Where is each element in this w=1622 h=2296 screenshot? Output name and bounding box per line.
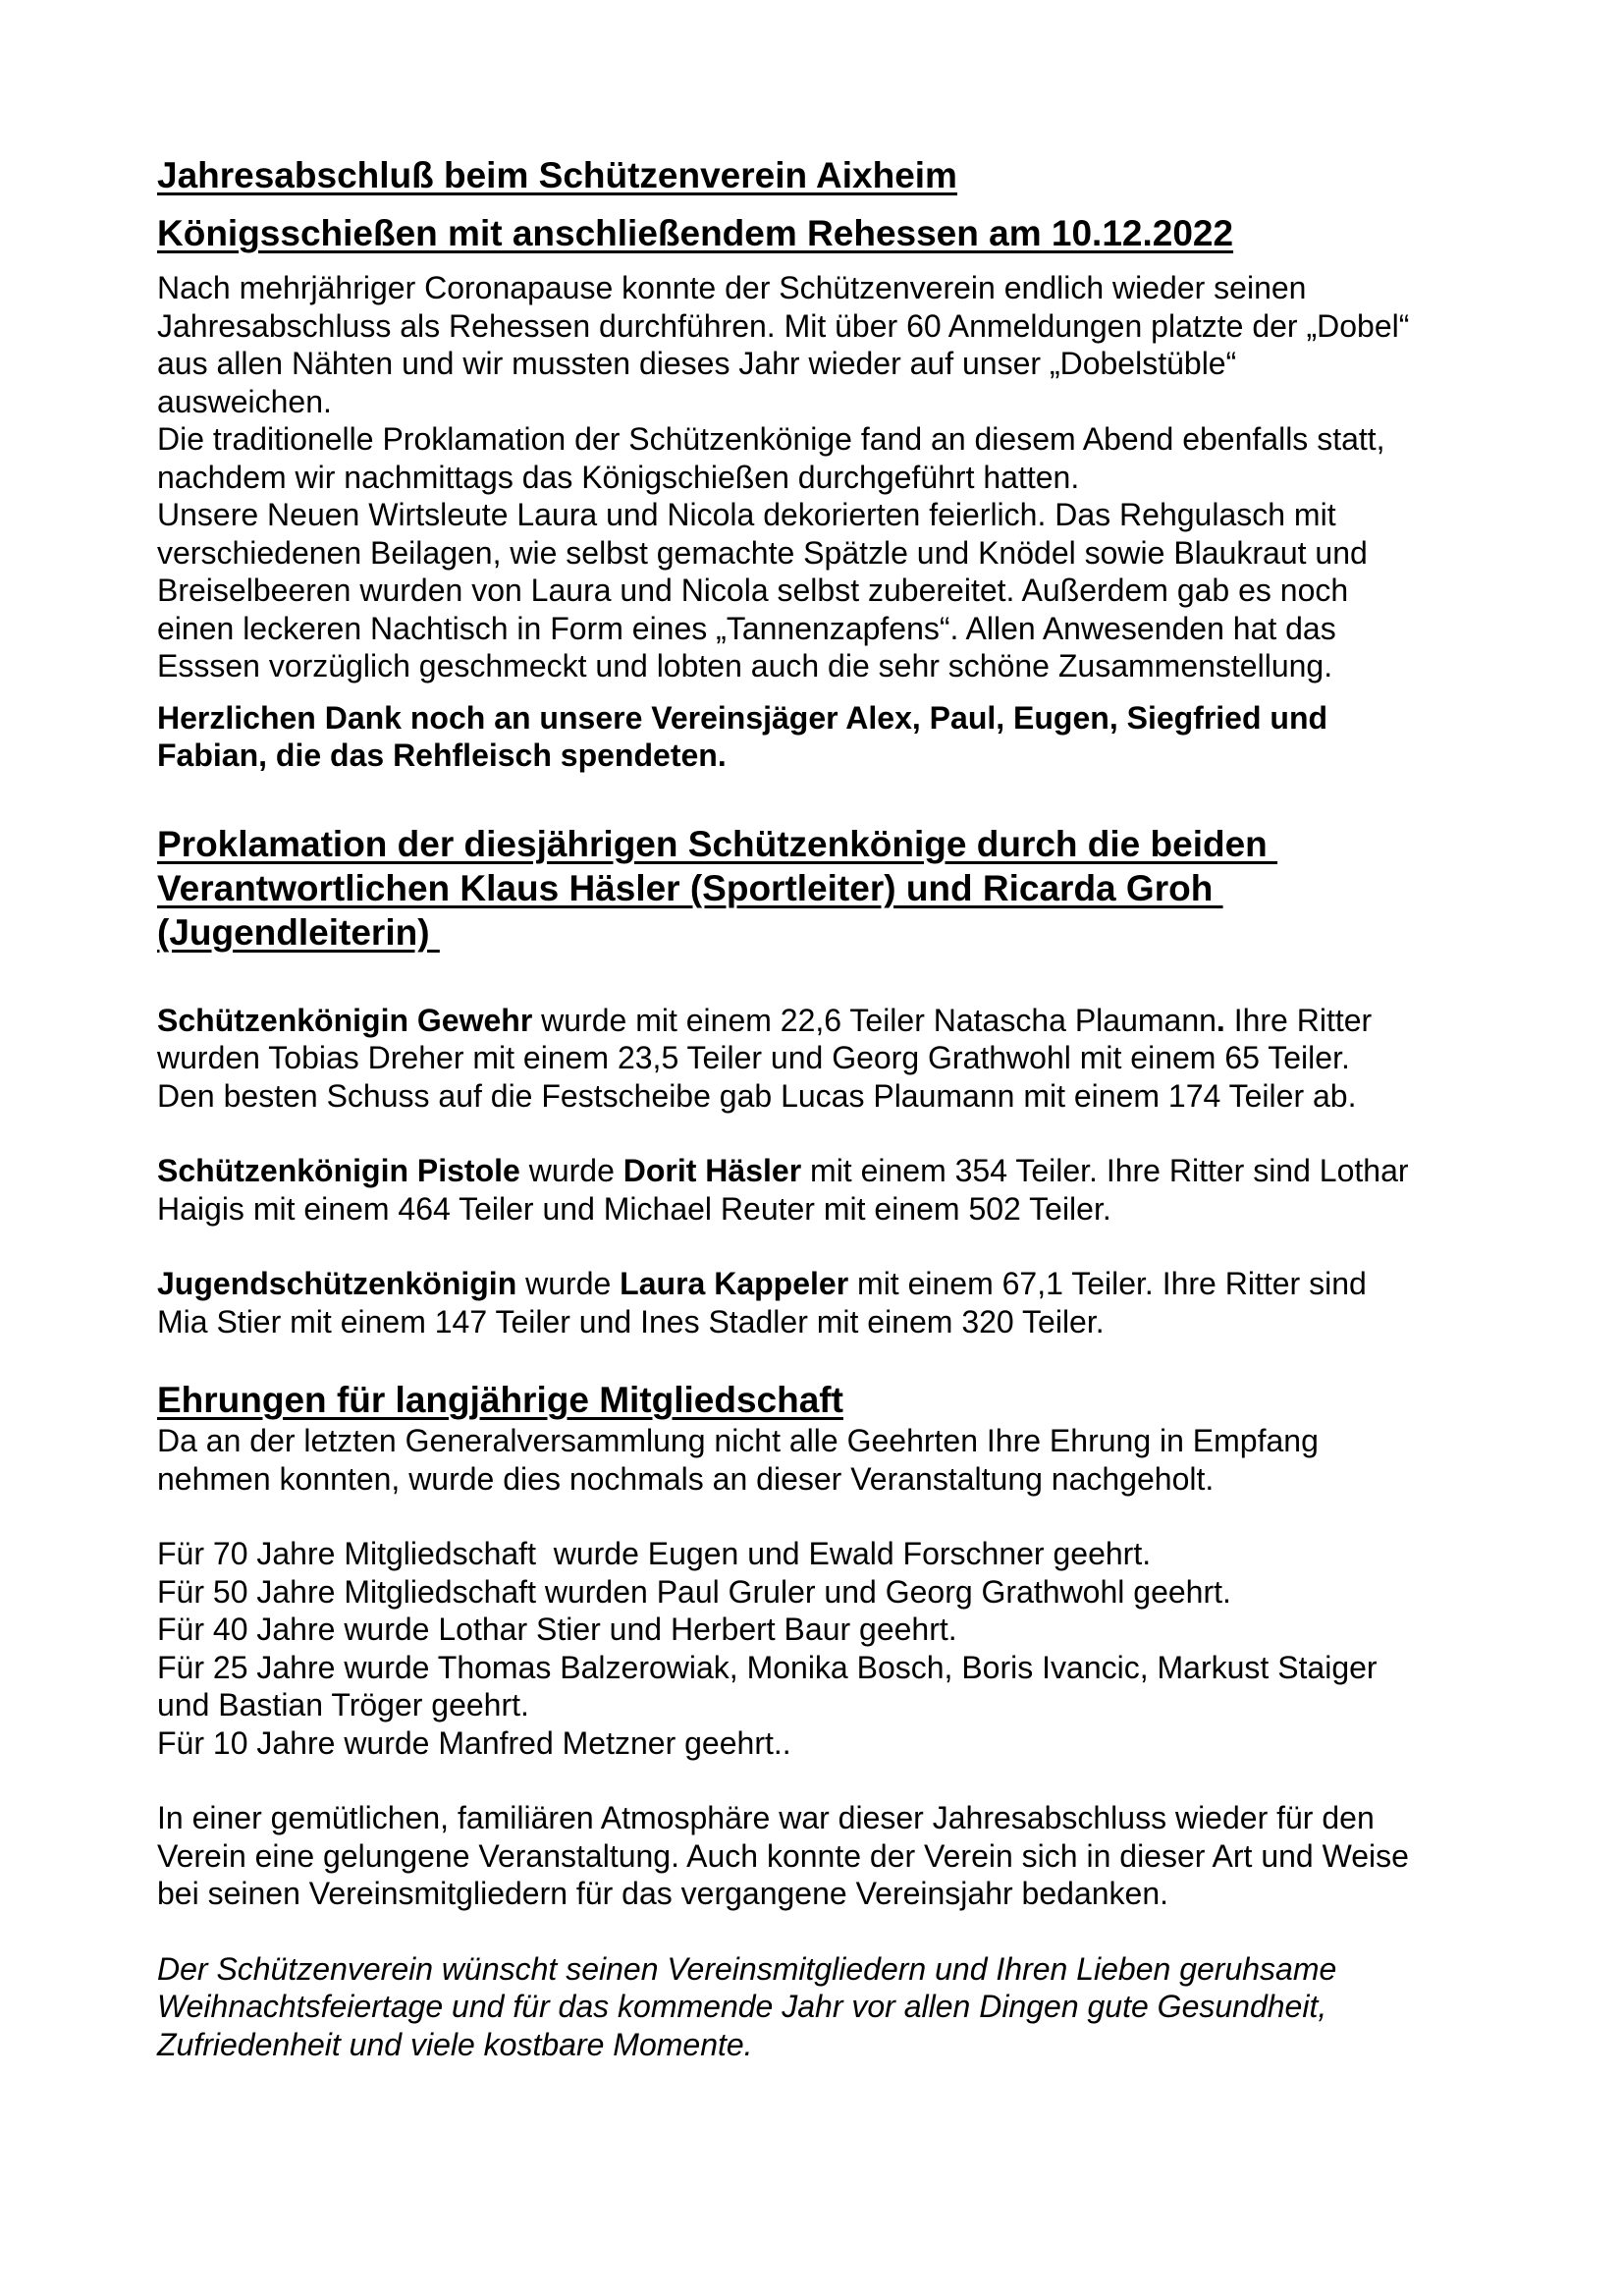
pistole-text: mit einem 354 Teiler. Ihre Ritter sind Lothar xyxy=(801,1153,1409,1188)
wishes-paragraph xyxy=(157,1950,1492,2064)
honors-line: Für 10 Jahre wurde Manfred Metzner geehrt.. xyxy=(157,1724,791,1761)
pistole-label: Schützenkönigin Pistole xyxy=(157,1153,520,1188)
honors-line: Für 50 Jahre Mitgliedschaft wurden Paul Gruler und Georg Grathwohl geehrt. xyxy=(157,1573,1231,1610)
main-title: Jahresabschluß beim Schützenverein Aixheim xyxy=(157,155,957,195)
honors-intro-line: Da an der letzten Generalversammlung nicht alle Geehrten Ihre Ehrung in Empfang xyxy=(157,1423,1319,1458)
jugend-text: wurde xyxy=(516,1266,621,1301)
jugend-name: Laura Kappeler xyxy=(620,1266,849,1301)
gewehr-line xyxy=(157,1002,1492,1040)
gewehr-dot: . xyxy=(1216,1002,1225,1038)
intro-line: Die traditionelle Proklamation der Schützenkönige fand an diesem Abend ebenfalls statt, xyxy=(157,421,1385,457)
gewehr-text: Ihre Ritter xyxy=(1224,1002,1373,1038)
sub-title: Königsschießen mit anschließendem Rehessen am 10.12.2022 xyxy=(157,213,1234,253)
gewehr-line: Den besten Schuss auf die Festscheibe gab Lucas Plaumann mit einem 174 Teiler ab. xyxy=(157,1077,1357,1114)
intro-line: nachdem wir nachmittags das Königschießen durchgeführt hatten. xyxy=(157,459,1080,495)
intro-line: aus allen Nähten und wir mussten dieses Jahr wieder auf unser „Dobelstüble“ xyxy=(157,346,1237,381)
intro-line: Esssen vorzüglich geschmeckt und lobten auch die sehr schöne Zusammenstellung. xyxy=(157,648,1333,683)
honors-line: und Bastian Tröger geehrt. xyxy=(157,1687,529,1722)
gewehr-label: Schützenkönigin Gewehr xyxy=(157,1002,533,1038)
thanks-line: Fabian, die das Rehfleisch spendeten. xyxy=(157,738,727,773)
thanks-line: Herzlichen Dank noch an unsere Vereinsjäger Alex, Paul, Eugen, Siegfried und xyxy=(157,699,1328,736)
honors-heading: Ehrungen für langjährige Mitgliedschaft xyxy=(157,1380,843,1420)
wishes-line: Zufriedenheit und viele kostbare Momente. xyxy=(157,2026,753,2062)
proclamation-heading-line: Proklamation der diesjährigen Schützenkönige durch die beiden xyxy=(157,823,1278,864)
honors-intro xyxy=(157,1422,1492,1498)
intro-line: Jahresabschluss als Rehessen durchführen. Mit über 60 Anmeldungen platzte der „Dobel“ xyxy=(157,307,1410,344)
proclamation-heading-line: Verantwortlichen Klaus Häsler (Sportleiter) und Ricarda Groh xyxy=(157,867,1223,908)
honors-line: Für 40 Jahre wurde Lothar Stier und Herbert Baur geehrt. xyxy=(157,1612,957,1647)
jugend-text: mit einem 67,1 Teiler. Ihre Ritter sind xyxy=(848,1266,1367,1301)
wishes-line: Der Schützenverein wünscht seinen Vereinsmitgliedern und Ihren Lieben geruhsame xyxy=(157,1950,1337,1987)
gewehr-text: wurde mit einem 22,6 Teiler Natascha Plaumann xyxy=(532,1002,1216,1038)
jugend-line xyxy=(157,1265,1492,1303)
intro-line: Unsere Neuen Wirtsleute Laura und Nicola dekorierten feierlich. Das Rehgulasch mit xyxy=(157,497,1336,532)
intro-paragraph xyxy=(157,269,1492,685)
gewehr-paragraph xyxy=(157,1002,1492,1116)
pistole-line: Haigis mit einem 464 Teiler und Michael Reuter mit einem 502 Teiler. xyxy=(157,1190,1111,1227)
closing-line: Verein eine gelungene Veranstaltung. Auch konnte der Verein sich in dieser Art und Weise xyxy=(157,1837,1409,1874)
thanks-paragraph xyxy=(157,699,1492,775)
jugend-line: Mia Stier mit einem 147 Teiler und Ines Stadler mit einem 320 Teiler. xyxy=(157,1303,1105,1339)
pistole-text: wurde xyxy=(519,1153,623,1188)
pistole-line xyxy=(157,1152,1492,1190)
honors-line: Für 70 Jahre Mitgliedschaft wurde Eugen und Ewald Forschner geehrt. xyxy=(157,1536,1152,1571)
proclamation-heading xyxy=(157,822,1492,955)
intro-line: Breiselbeeren wurden von Laura und Nicola selbst zubereitet. Außerdem gab es noch xyxy=(157,573,1349,608)
jugend-label: Jugendschützenkönigin xyxy=(157,1266,517,1301)
closing-paragraph xyxy=(157,1799,1492,1913)
jugend-paragraph xyxy=(157,1265,1492,1340)
wishes-line: Weihnachtsfeiertage und für das kommende Jahr vor allen Dingen gute Gesundheit, xyxy=(157,1989,1327,2024)
honors-intro-line: nehmen konnten, wurde dies nochmals an dieser Veranstaltung nachgeholt. xyxy=(157,1460,1215,1497)
proclamation-heading-line: (Jugendleiterin) xyxy=(157,911,440,953)
document-page xyxy=(157,153,1492,2063)
gewehr-line: wurden Tobias Dreher mit einem 23,5 Teiler und Georg Grathwohl mit einem 65 Teiler. xyxy=(157,1040,1350,1075)
intro-line: Nach mehrjähriger Coronapause konnte der Schützenverein endlich wieder seinen xyxy=(157,270,1307,305)
intro-line: ausweichen. xyxy=(157,383,332,419)
closing-line: In einer gemütlichen, familiären Atmosphäre war dieser Jahresabschluss wieder für den xyxy=(157,1800,1375,1835)
intro-line: verschiedenen Beilagen, wie selbst gemachte Spätzle und Knödel sowie Blaukraut und xyxy=(157,534,1368,571)
intro-line: einen leckeren Nachtisch in Form eines „Tannenzapfens“. Allen Anwesenden hat das xyxy=(157,610,1336,646)
pistole-name: Dorit Häsler xyxy=(622,1153,802,1188)
honors-list xyxy=(157,1535,1492,1762)
pistole-paragraph xyxy=(157,1152,1492,1228)
honors-line: Für 25 Jahre wurde Thomas Balzerowiak, Monika Bosch, Boris Ivancic, Markust Staiger xyxy=(157,1649,1378,1685)
closing-line: bei seinen Vereinsmitgliedern für das vergangene Vereinsjahr bedanken. xyxy=(157,1876,1169,1911)
